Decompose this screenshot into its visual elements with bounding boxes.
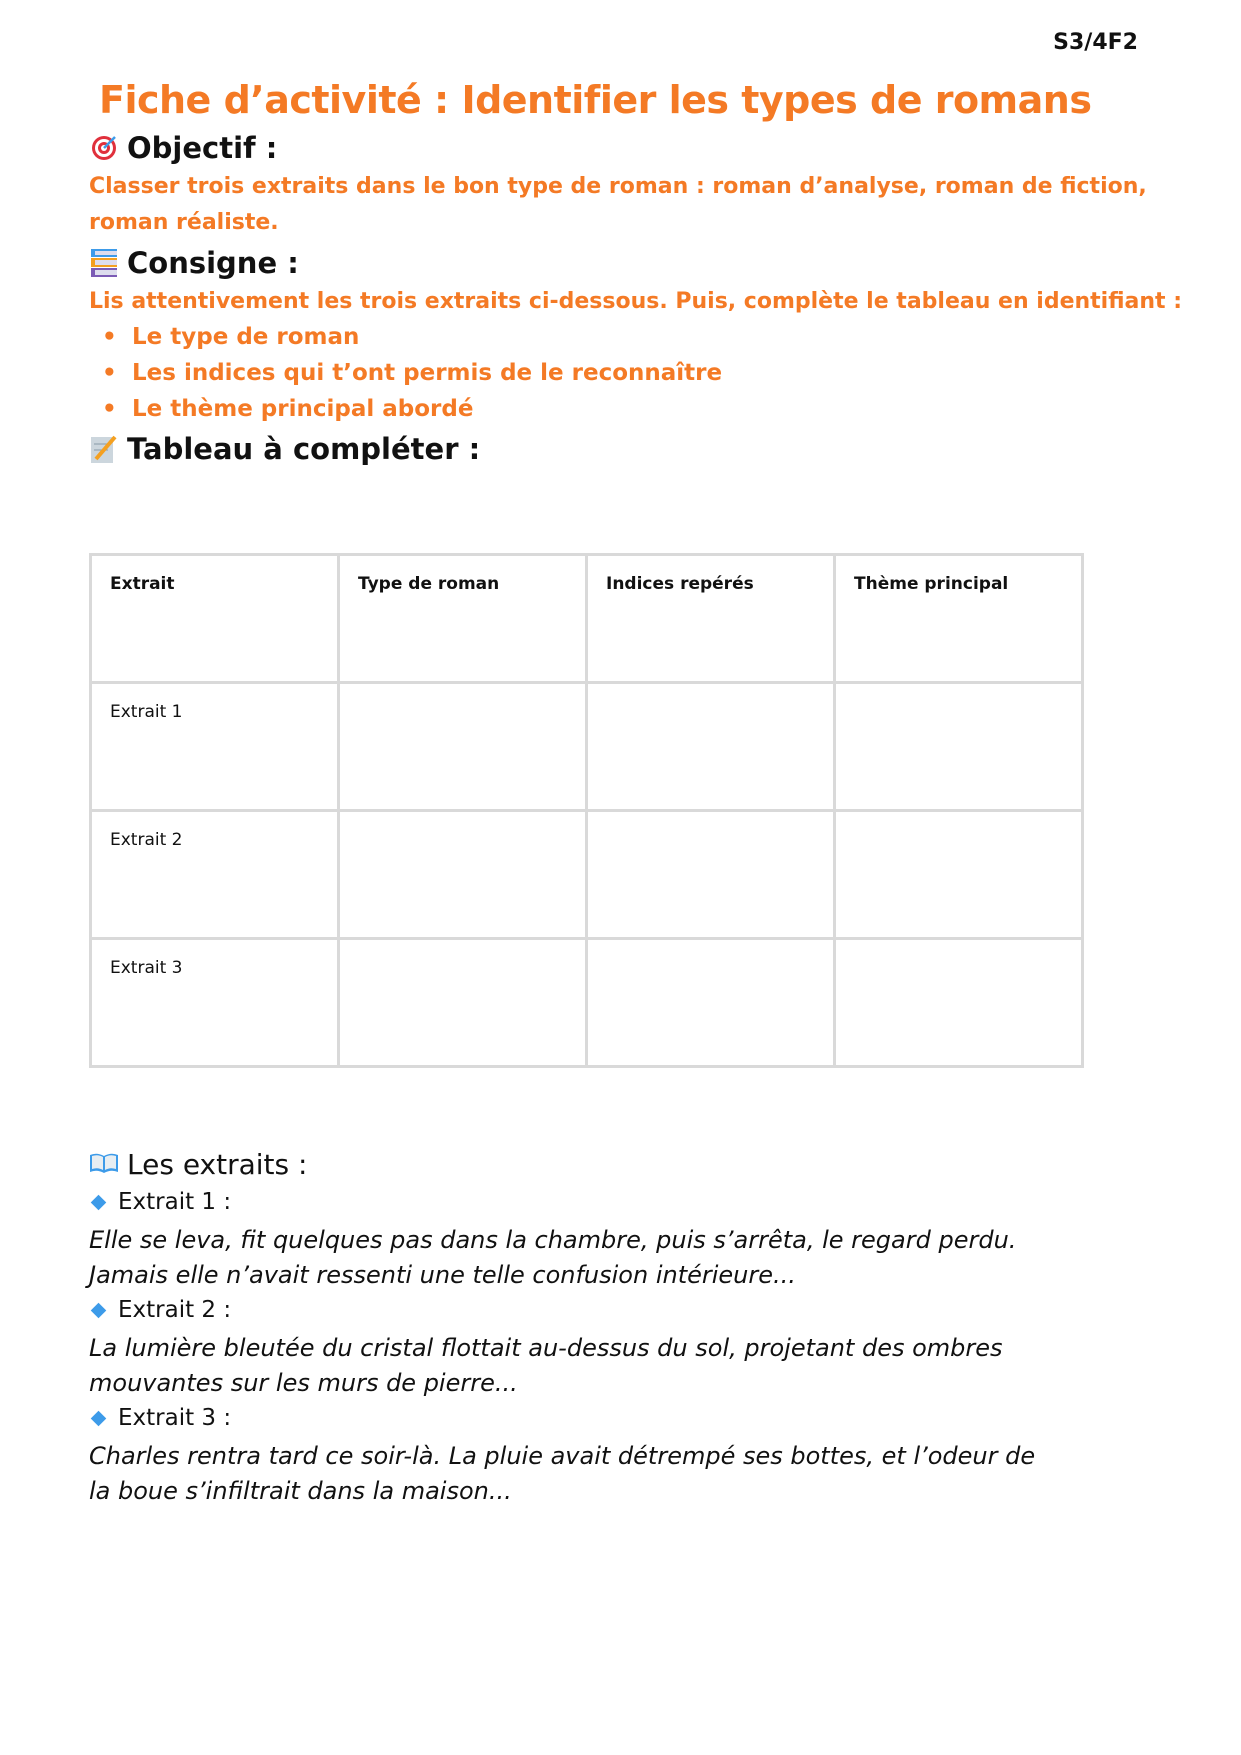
objectif-label: Objectif :	[127, 131, 278, 165]
diamond-icon	[91, 1194, 107, 1210]
answer-table	[89, 553, 1084, 1068]
table-cell-indices[interactable]	[587, 683, 835, 811]
consigne-text: Lis attentivement les trois extraits ci-dessous. Puis, complète le tableau en identifiant :	[89, 289, 1183, 314]
table-row	[91, 683, 1083, 811]
table-header-row	[91, 555, 1083, 683]
extrait-label-text: Extrait 2 :	[118, 1297, 232, 1323]
page-title: Fiche d’activité : Identifier les types de romans	[99, 78, 1092, 122]
extrait-1-label	[93, 1189, 231, 1215]
target-icon	[89, 133, 119, 163]
consigne-label: Consigne :	[127, 246, 299, 280]
table-cell-type[interactable]	[339, 939, 587, 1067]
open-book-icon	[89, 1148, 119, 1181]
table-cell-extrait: Extrait 3	[91, 939, 339, 1067]
table-cell-extrait: Extrait 1	[91, 683, 339, 811]
extrait-2-label	[93, 1297, 231, 1323]
table-row	[91, 939, 1083, 1067]
extraits-label: Les extraits :	[127, 1148, 308, 1181]
column-header: Thème principal	[835, 555, 1083, 683]
table-cell-theme[interactable]	[835, 683, 1083, 811]
extrait-1-line-1: Elle se leva, fit quelques pas dans la chambre, puis s’arrêta, le regard perdu.	[89, 1226, 1017, 1254]
extrait-2-line-2: mouvantes sur les murs de pierre...	[89, 1369, 518, 1397]
extrait-2-line-1: La lumière bleutée du cristal flottait au-dessus du sol, projetant des ombres	[89, 1334, 1003, 1362]
table-cell-type[interactable]	[339, 811, 587, 939]
objectif-line-2: roman réaliste.	[89, 210, 279, 235]
table-row	[91, 811, 1083, 939]
consigne-bullet-2: • Les indices qui t’ont permis de le reconnaître	[102, 360, 722, 386]
consigne-heading	[89, 246, 299, 280]
table-cell-type[interactable]	[339, 683, 587, 811]
consigne-bullet-3: • Le thème principal abordé	[102, 396, 473, 422]
extraits-heading	[89, 1148, 307, 1181]
column-header: Indices repérés	[587, 555, 835, 683]
diamond-icon	[91, 1302, 107, 1318]
extrait-3-line-2: la boue s’infiltrait dans la maison...	[89, 1477, 512, 1505]
extrait-1-line-2: Jamais elle n’avait ressenti une telle confusion intérieure...	[89, 1261, 796, 1289]
books-icon	[89, 248, 119, 278]
consigne-bullet-1: • Le type de roman	[102, 324, 359, 350]
extrait-label-text: Extrait 1 :	[118, 1189, 232, 1215]
table-cell-theme[interactable]	[835, 939, 1083, 1067]
column-header: Type de roman	[339, 555, 587, 683]
memo-icon	[89, 434, 119, 464]
extrait-3-line-1: Charles rentra tard ce soir-là. La pluie avait détrempé ses bottes, et l’odeur de	[89, 1442, 1036, 1470]
tableau-label: Tableau à compléter :	[127, 432, 481, 466]
diamond-icon	[91, 1410, 107, 1426]
extrait-label-text: Extrait 3 :	[118, 1405, 232, 1431]
extrait-3-label	[93, 1405, 231, 1431]
column-header: Extrait	[91, 555, 339, 683]
table-cell-indices[interactable]	[587, 939, 835, 1067]
document-code: S3/4F2	[1053, 30, 1138, 55]
table-cell-extrait: Extrait 2	[91, 811, 339, 939]
objectif-line-1: Classer trois extraits dans le bon type de roman : roman d’analyse, roman de fiction,	[89, 174, 1147, 199]
table-cell-theme[interactable]	[835, 811, 1083, 939]
tableau-heading	[89, 432, 480, 466]
objectif-heading	[89, 131, 277, 165]
table-cell-indices[interactable]	[587, 811, 835, 939]
